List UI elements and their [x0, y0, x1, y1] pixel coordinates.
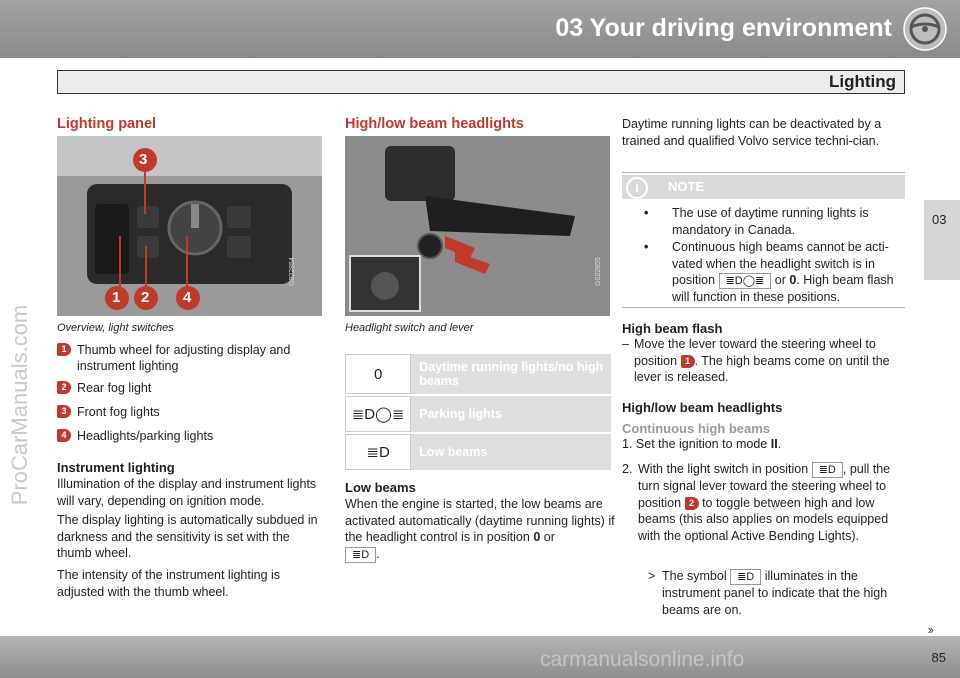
mode-label: Parking lights	[411, 396, 611, 432]
legend-number: 3	[57, 405, 71, 418]
callout-3: 3	[139, 151, 148, 168]
legend-item	[57, 428, 322, 444]
legend-text: Headlights/parking lights	[77, 429, 214, 443]
mode-symbol: ≣D	[345, 434, 411, 470]
mode-label: Low beams	[411, 434, 611, 470]
instrument-paragraph-2: The display lighting is automatically subdued in darkness and the sensitivity is set with the thumb wheel.	[57, 513, 318, 560]
next-page-arrows[interactable]: ››	[927, 622, 932, 637]
light-modes-table	[345, 352, 611, 472]
callout-4: 4	[183, 289, 192, 306]
low-beam-symbol: ≣D	[812, 462, 843, 478]
side-margin	[908, 98, 960, 663]
page-number: 85	[931, 650, 946, 665]
photo-code: G022854	[289, 257, 296, 286]
legend-item	[57, 404, 322, 420]
legend-number: 1	[57, 343, 71, 356]
lever-caption: Headlight switch and lever	[345, 322, 474, 334]
low-beams-heading: Low beams	[345, 480, 416, 495]
mode-symbol: ≣D◯≣	[345, 396, 411, 432]
note-bullet-2: • Continuous high beams cannot be acti-vated when the headlight switch is in position ≣D◯≣ or 0. High beam flash will function in these positions.	[644, 240, 894, 304]
mode-label: Daytime running lights/no high beams	[411, 354, 611, 394]
headlight-lever-photo	[345, 136, 610, 316]
note-box	[622, 172, 905, 308]
position-2-marker: 2	[685, 497, 699, 510]
legend-text: Thumb wheel for adjusting display and instrument lighting	[77, 343, 291, 373]
position-1-marker: 1	[681, 355, 695, 368]
high-beam-symbol: ≣D	[730, 569, 761, 585]
switch-caption: Overview, light switches	[57, 322, 174, 334]
low-beams-paragraph: When the engine is started, the low beams are activated automatically (daytime running lights) if the headlight control is in position 0 or ≣D .	[345, 497, 615, 561]
high-beam-flash-heading: High beam flash	[622, 321, 723, 336]
info-icon: i	[626, 177, 648, 199]
hl-beam-heading: High/low beam headlights	[622, 400, 783, 415]
instrument-paragraph-1: Illumination of the display and instrument lights will vary, depending on ignition mode.	[57, 477, 317, 508]
lever-photo-code: G022855	[595, 257, 602, 286]
indicator-note: > The symbol ≣D illuminates in the instrument panel to indicate that the high beams are on.	[648, 569, 888, 617]
headlight-lever-illustration	[345, 136, 610, 316]
legend-number: 2	[57, 381, 71, 394]
chapter-title: 03 Your driving environment	[555, 14, 892, 42]
mode-row	[345, 354, 611, 394]
step-1: 1. Set the ignition to mode II.	[622, 437, 782, 451]
low-beam-symbol: ≣D	[345, 547, 376, 563]
headlights-heading: High/low beam headlights	[345, 116, 524, 132]
chapter-header-bar	[0, 0, 960, 58]
callout-1: 1	[112, 289, 121, 306]
chapter-tab[interactable]	[924, 200, 960, 280]
light-switch-photo	[57, 136, 322, 316]
step-2: 2. With the light switch in position ≣D , pull the turn signal lever toward the steering wheel to position 2 to toggle between high and low beams (this also applies on models equipped with the optional Active Bending Lights).	[622, 462, 891, 543]
section-box	[57, 70, 905, 94]
mode-row	[345, 396, 611, 432]
note-header	[622, 175, 905, 199]
switch-legend	[57, 342, 322, 452]
note-bullet-1: • The use of daytime running lights is mandatory in Canada.	[644, 206, 869, 237]
legend-text: Rear fog light	[77, 381, 152, 395]
legend-number: 4	[57, 429, 71, 442]
footer-bar	[0, 636, 960, 678]
footer-watermark: carmanualsonline.info	[540, 648, 745, 671]
chapter-tab-label: 03	[932, 212, 947, 227]
daytime-deactivation-text: Daytime running lights can be deactivated by a trained and qualified Volvo service techni-cian.	[622, 117, 882, 148]
callout-2: 2	[141, 289, 150, 306]
high-beam-flash-text: – Move the lever toward the steering wheel to position 1 . The high beams come on until the lever is released.	[622, 337, 890, 384]
legend-item	[57, 380, 322, 396]
instrument-paragraph-3: The intensity of the instrument lighting is adjusted with the thumb wheel.	[57, 568, 281, 599]
mode-row	[345, 434, 611, 470]
steering-wheel-icon	[902, 6, 948, 52]
lighting-panel-heading: Lighting panel	[57, 116, 157, 132]
parking-light-symbol: ≣D◯≣	[719, 273, 772, 289]
instrument-lighting-heading: Instrument lighting	[57, 460, 175, 475]
mode-symbol: 0	[345, 354, 411, 394]
continuous-high-beams-heading: Continuous high beams	[622, 421, 771, 436]
note-title: NOTE	[668, 179, 705, 194]
legend-text: Front fog lights	[77, 405, 160, 419]
section-title: Lighting	[828, 72, 896, 91]
side-watermark: ProCarManuals.com	[7, 304, 32, 506]
legend-item	[57, 342, 322, 374]
